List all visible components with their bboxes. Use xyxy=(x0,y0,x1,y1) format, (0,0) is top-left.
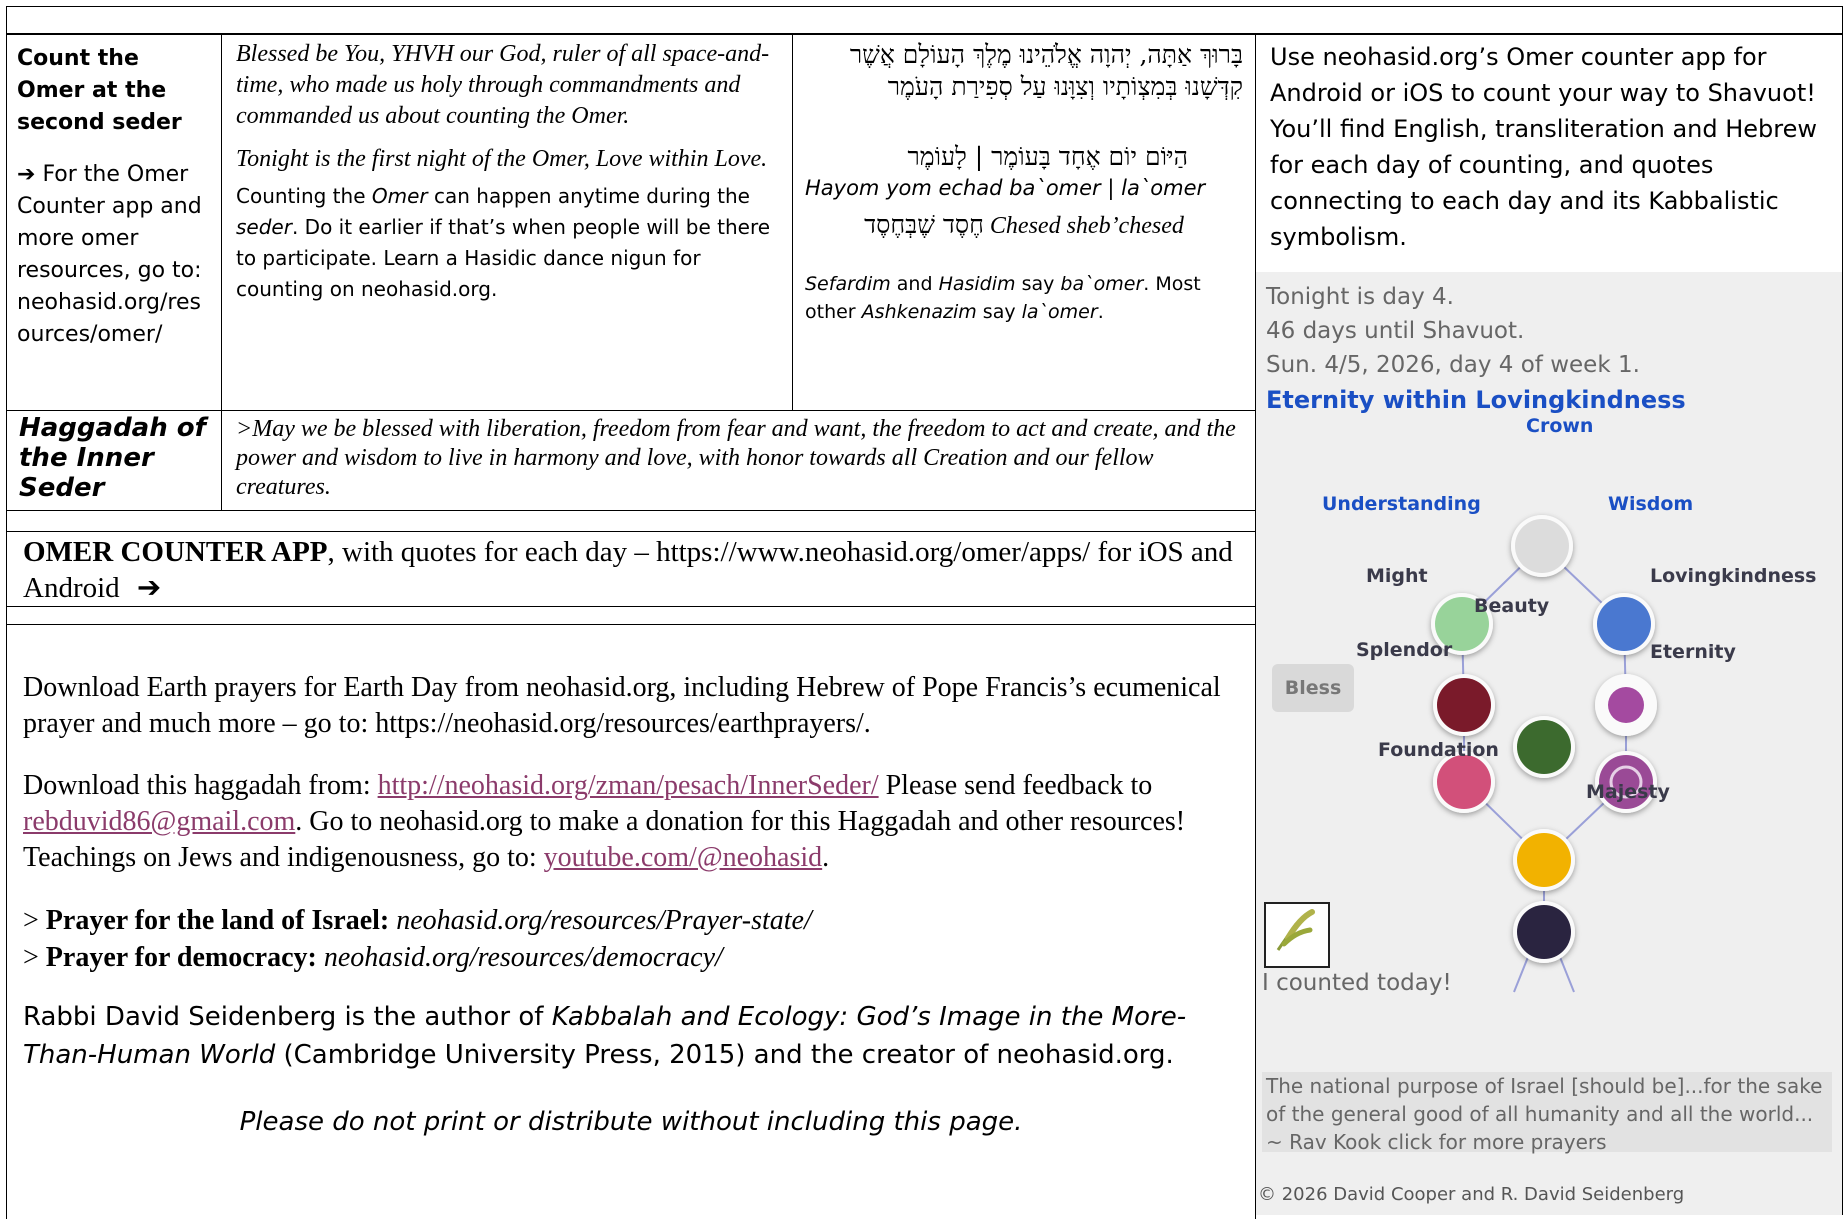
haggadah-prayer: >May we be blessed with liberation, freedom from fear and want, the freedom to act and create, and the power and wisdom to live in harmony and love, with honor towards all Creation and our fellow creatures. xyxy=(221,410,1256,511)
date-line: Sun. 4/5, 2026, day 4 of week 1. xyxy=(1266,352,1640,378)
sefirah-label-wisdom: Wisdom xyxy=(1608,493,1694,515)
democracy-prayer-label: Prayer for democracy: xyxy=(45,942,317,973)
transliteration-sefirah: Chesed sheb’chesed xyxy=(989,213,1184,239)
distribution-notice: Please do not print or distribute without including this page. xyxy=(239,1107,1023,1137)
download-paragraph xyxy=(23,768,1239,876)
note-part: and xyxy=(890,273,939,295)
feedback-email-link[interactable]: rebduvid86@gmail.com xyxy=(23,806,296,837)
sefirah-label-beauty: Beauty xyxy=(1474,595,1550,617)
omer-app-description: Use neohasid.org’s Omer counter app for Android or iOS to count your way to Shavuot! You’ll find English, transliteration and Hebrew for each day of counting, and quotes connecting to each day and its Kabbalistic symbolism. xyxy=(1255,34,1843,273)
tonight-text: Tonight is the first night of the Omer, Love within Love. xyxy=(236,146,768,172)
omer-app-promo xyxy=(6,531,1256,607)
hebrew-day-count: הַיּוֹם יוֹם אֶחָד בָּעוֹמֶר | לָעוֹמֶר xyxy=(907,142,1188,171)
israel-prayer-url: neohasid.org/resources/Prayer-state/ xyxy=(389,905,812,936)
democracy-prayer-line xyxy=(23,939,1239,976)
sefirah-node-wisdom[interactable] xyxy=(1597,597,1651,651)
sefirah-label-understanding: Understanding xyxy=(1322,493,1481,515)
sefirah-node-might[interactable] xyxy=(1437,678,1491,732)
top-bar xyxy=(6,6,1843,34)
sefirah-label-eternity: Eternity xyxy=(1650,641,1736,663)
download-text: Download this haggadah from: xyxy=(23,770,378,801)
earth-prayers-text: Download Earth prayers for Earth Day from neohasid.org, including Hebrew of Pope Francis’s ecumenical prayer and much more – go to: https://neohasid.org/resources/earthprayers/. xyxy=(23,672,1221,739)
days-until-shavuot: 46 days until Shavuot. xyxy=(1266,318,1525,344)
arrow-icon: ➔ xyxy=(17,162,36,187)
sefirah-node-crown[interactable] xyxy=(1515,519,1569,573)
note-part: say xyxy=(976,301,1022,323)
note-part: say xyxy=(1015,273,1061,295)
note-part: Sefardim xyxy=(805,273,891,295)
israel-prayer-label: Prayer for the land of Israel: xyxy=(45,905,390,936)
feedback-text: . xyxy=(822,842,830,873)
bless-button[interactable]: Bless xyxy=(1272,664,1354,712)
spacer-row xyxy=(6,510,1256,532)
quote-marker: > xyxy=(23,905,46,936)
author-text: (Cambridge University Press, 2015) and the creator of neohasid.org. xyxy=(275,1040,1174,1070)
counted-today-checkbox[interactable] xyxy=(1264,902,1330,968)
arrow-icon: ➔ xyxy=(136,572,162,604)
omer-resources-note xyxy=(17,159,211,351)
sefirah-label-might: Might xyxy=(1366,565,1428,587)
book-title: Kabbalah and Ecology: God’s Image in the More-Than-Human World xyxy=(23,1002,1187,1070)
wheat-icon xyxy=(1266,904,1324,962)
english-blessing-cell xyxy=(221,34,793,411)
sefirot-tree xyxy=(1256,272,1844,1032)
resources-section xyxy=(6,624,1256,1219)
transliteration-day: Hayom yom echad ba`omer | la`omer xyxy=(805,176,1206,200)
haggadah-title: Haggadah of the Inner Seder xyxy=(6,410,222,511)
omer-counter-widget xyxy=(1255,272,1843,1215)
sefirah-title: Eternity within Lovingkindness xyxy=(1266,386,1686,414)
hebrew-blessing: בָּרוּךְ אַתָּה, יְהוָה אֱלֹהֵינוּ מֶלֶךְ הָעוֹלָם אֲשֶׁר קִדְּשָׁנוּ בְּמִצְוֹתָיו וְצִוָּנוּ עַל סְפִירַת הָעֹמֶר xyxy=(849,40,1243,101)
note-part: Ashkenazim xyxy=(861,301,977,323)
omer-resources-text: For the Omer Counter app and more omer resources, go to: neohasid.org/res ources/omer/ xyxy=(17,162,202,347)
note-part: Hasidim xyxy=(938,273,1016,295)
counting-note-omer: Omer xyxy=(371,184,428,208)
counted-today-label: I counted today! xyxy=(1262,970,1452,996)
sefirah-node-lovingkindness[interactable] xyxy=(1608,687,1644,723)
note-part: . Most other xyxy=(805,273,1201,323)
sefirah-label-splendor: Splendor xyxy=(1356,639,1453,661)
note-part: la`omer xyxy=(1021,301,1098,323)
note-part: . xyxy=(1097,301,1104,323)
sefirah-line xyxy=(805,203,1243,248)
sefirah-node-splendor[interactable] xyxy=(1437,755,1491,809)
sefirah-node-majesty[interactable] xyxy=(1517,905,1571,959)
english-blessing: Blessed be You, YHVH our God, ruler of all space-and-time, who made us holy through commandments and commanded us about counting the Omer. xyxy=(236,41,770,129)
counting-note xyxy=(236,181,778,305)
count-omer-title: Count the Omer at the second seder xyxy=(17,46,182,135)
tonight-day: Tonight is day 4. xyxy=(1266,284,1454,310)
sefirah-label-foundation: Foundation xyxy=(1378,739,1499,761)
sefirah-label-majesty: Majesty xyxy=(1586,781,1670,803)
counting-note-part: Counting the xyxy=(236,184,372,208)
counting-note-seder: seder xyxy=(236,215,292,239)
haggadah-download-link[interactable]: http://neohasid.org/zman/pesach/InnerSeder/ xyxy=(377,770,879,801)
hebrew-blessing-cell xyxy=(792,34,1256,411)
pronunciation-note xyxy=(805,270,1243,326)
sefirah-node-foundation[interactable] xyxy=(1517,833,1571,887)
feedback-text: . Go to neohasid.org to make a donation for this Haggadah and other resources! Teachings on Jews and indigenousness, go to: xyxy=(23,806,1186,873)
sefirah-label-lovingkindness: Lovingkindness xyxy=(1650,565,1817,587)
author-paragraph xyxy=(23,998,1239,1074)
israel-prayer-line xyxy=(23,902,1239,939)
daily-quote[interactable]: The national purpose of Israel [should be]...for the sake of the general good of all humanity and all the world... ~ Rav Kook click for more prayers xyxy=(1262,1072,1832,1152)
youtube-link[interactable]: youtube.com/@neohasid xyxy=(543,842,823,873)
hebrew-sefirah: חֶסֶד שֶׁבְּחֶסֶד xyxy=(864,210,984,239)
count-omer-sidebar xyxy=(6,34,222,411)
omer-app-heading: OMER COUNTER APP xyxy=(23,536,328,568)
feedback-text: Please send feedback to xyxy=(878,770,1153,801)
author-text: Rabbi David Seidenberg is the author of xyxy=(23,1002,552,1032)
democracy-prayer-url: neohasid.org/resources/democracy/ xyxy=(316,942,723,973)
sefirah-node-beauty[interactable] xyxy=(1517,720,1571,774)
copyright: © 2026 David Cooper and R. David Seidenberg xyxy=(1258,1184,1685,1205)
counting-note-part: . Do it earlier if that’s when people will be there to participate. Learn a Hasidic dance nigun for counting on neohasid.org. xyxy=(236,215,771,301)
note-part: ba`omer xyxy=(1060,273,1144,295)
omer-app-text: , with quotes for each day – https://www.neohasid.org/omer/apps/ for iOS and Android xyxy=(23,536,1233,604)
counting-note-part: can happen anytime during the xyxy=(427,184,750,208)
sefirah-label-crown: Crown xyxy=(1526,415,1594,437)
spacer-row xyxy=(6,606,1256,625)
quote-marker: > xyxy=(23,942,46,973)
